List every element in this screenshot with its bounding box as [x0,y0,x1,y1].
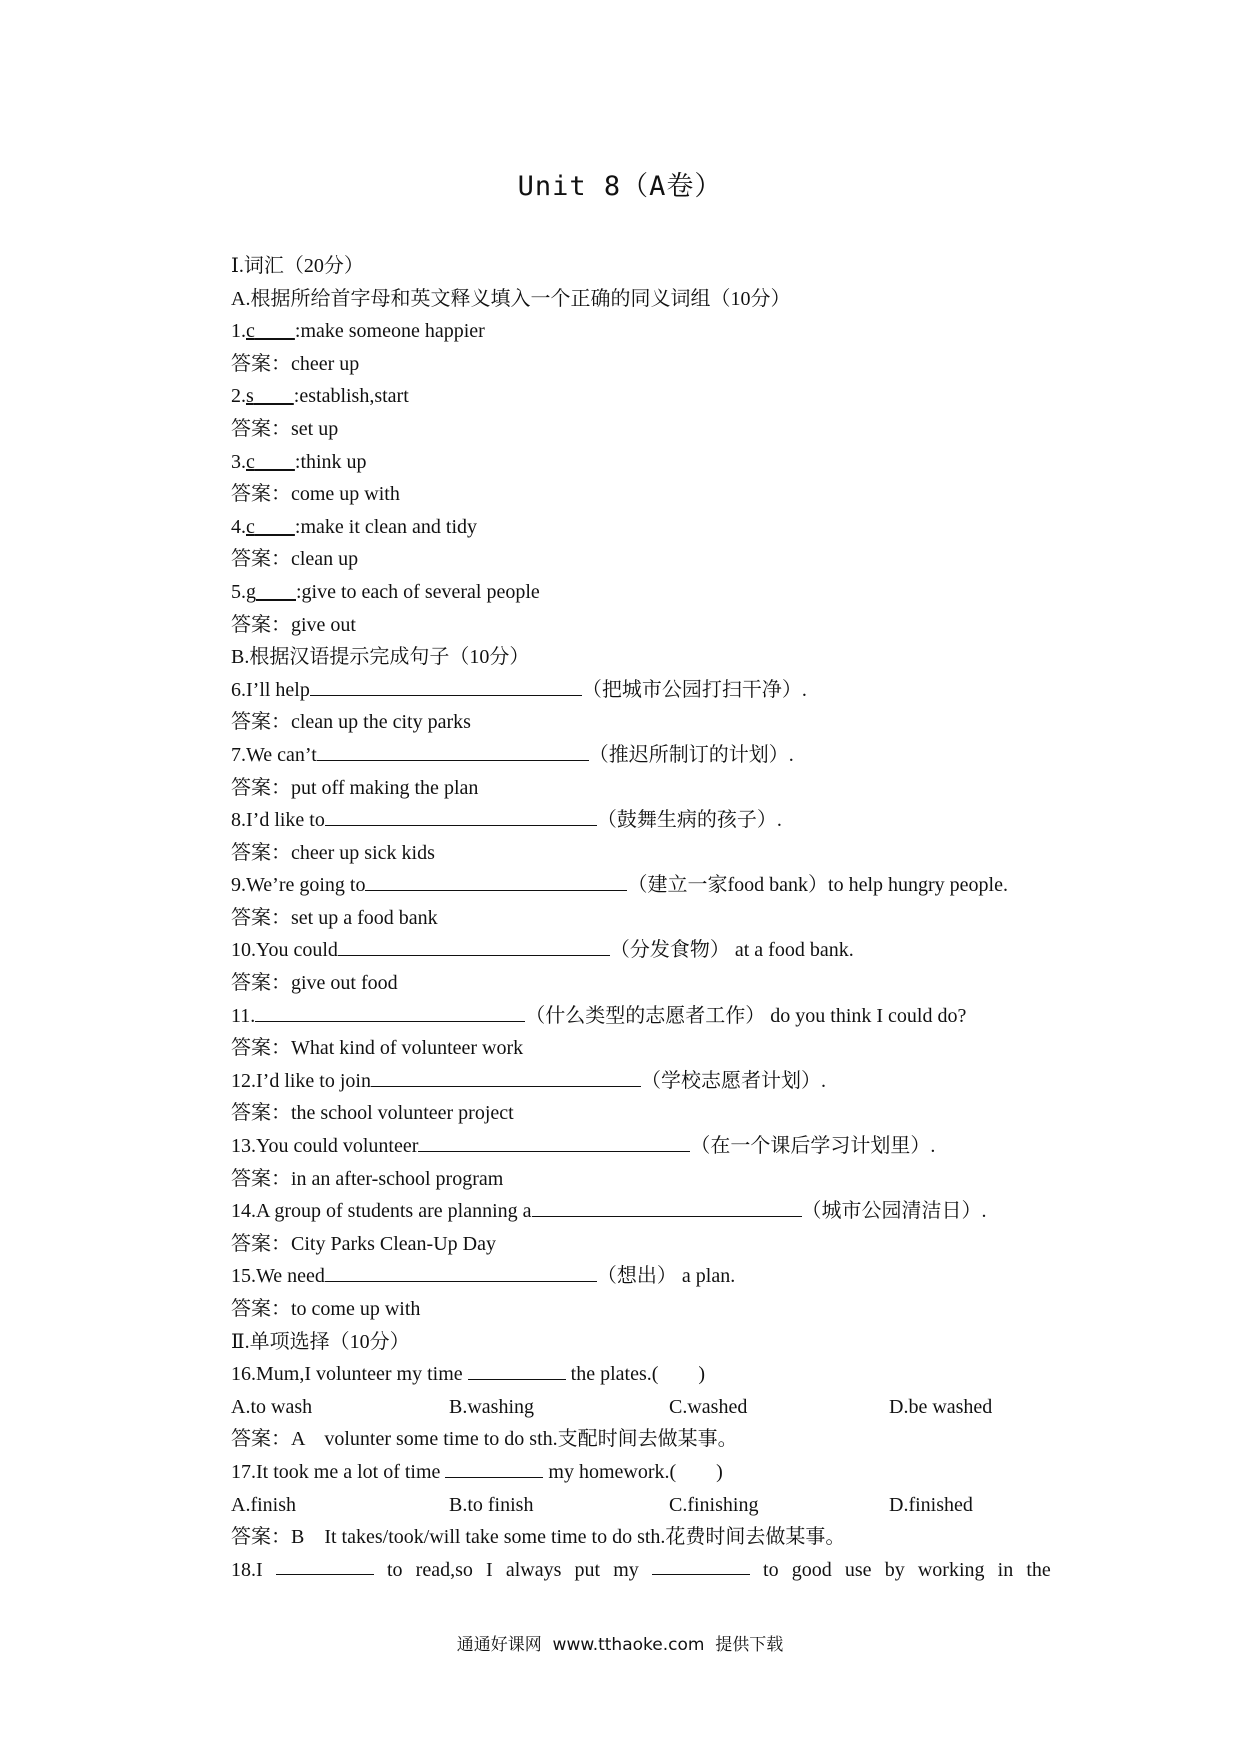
mc-question-18: 18.I to read,so I always put my to good use by working in the [231,1554,1051,1587]
option-d: D.finished [889,1493,973,1516]
option-d: D.be washed [889,1395,993,1418]
option-c: C.washed [669,1395,748,1418]
item-number: 5. [231,580,246,603]
answer-blank [317,740,589,761]
answer-line: 答案：give out [231,613,356,636]
part-a-heading: A.根据所给首字母和英文释义填入一个正确的同义词组（10分） [231,287,791,310]
definition: :think up [294,450,367,473]
mc-question: 16.Mum,I volunteer my time the plates.( ) [231,1358,1061,1391]
sentence-item: 9.We’re going to （建立一家food bank）to help hungry people. [231,869,1061,902]
answer-line: 答案：put off making the plan [231,776,479,799]
answer-blank [325,1261,597,1282]
option-a: A.finish [231,1493,296,1516]
sentence-item: 15.We need （想出） a plan. [231,1260,1061,1293]
answer-blank [418,1131,690,1152]
answer-line: 答案：the school volunteer project [231,1102,514,1125]
answer-blank [325,805,597,826]
chinese-hint: （把城市公园打扫干净）. [581,678,807,701]
chinese-hint: （想出） [596,1265,677,1288]
chinese-hint: （鼓舞生病的孩子）. [596,809,782,832]
option-c: C.finishing [669,1493,759,1516]
vocab-item [231,511,1061,544]
answer-blank [532,1196,802,1217]
page-title: Unit 8（A卷） [517,171,723,202]
answer-line: 答案：B It takes/took/will take some time to do sth.花费时间去做某事。 [231,1526,846,1549]
answer-line: 答案：A volunter some time to do sth.支配时间去做某事。 [231,1428,738,1451]
answer-line: 答案：in an after-school program [231,1167,504,1190]
answer-line: 答案：clean up [231,548,359,571]
option-a: A.to wash [231,1395,313,1418]
answer-line: 答案：to come up with [231,1298,421,1320]
document-body [231,250,1061,1586]
initial-letter-blank: s [246,385,254,408]
chinese-hint: （在一个课后学习计划里）. [690,1135,936,1158]
item-number: 3. [231,450,246,473]
definition: :give to each of several people [296,580,540,603]
definition: :make someone happier [294,320,485,343]
option-b: B.washing [449,1395,534,1418]
sentence-item: 12.I’d like to join （学校志愿者计划）. [231,1065,1061,1098]
chinese-hint: （城市公园清洁日）. [801,1200,987,1223]
vocab-item [231,576,1061,609]
item-number: 1. [231,320,246,343]
answer-line: 答案：City Parks Clean-Up Day [231,1232,496,1255]
answer-blank [310,675,582,696]
answer-blank [652,1554,750,1575]
initial-letter-blank: c [246,450,255,473]
chinese-hint: （推迟所制订的计划）. [588,743,794,766]
sentence-item: 13.You could volunteer （在一个课后学习计划里）. [231,1130,1061,1163]
sentence-item: 8.I’d like to （鼓舞生病的孩子）. [231,804,1061,837]
item-number: 2. [231,385,246,408]
answer-blank [338,935,610,956]
answer-line: 答案：set up [231,417,339,440]
initial-letter-blank: c [246,320,255,343]
sentence-item: 11. （什么类型的志愿者工作） do you think I could do? [231,1000,1061,1033]
mc-options [231,1391,1061,1424]
mc-options [231,1489,1061,1522]
part-b-heading: B.根据汉语提示完成句子（10分） [231,646,530,669]
answer-line: 答案：cheer up [231,352,360,375]
mc-question: 17.It took me a lot of time my homework.( ) [231,1456,1061,1489]
answer-blank [276,1554,374,1575]
answer-line: 答案：give out food [231,972,398,995]
vocab-item [231,380,1061,413]
answer-line: 答案：cheer up sick kids [231,841,435,864]
definition: :establish,start [293,385,409,408]
answer-blank [468,1359,566,1380]
section1-heading: Ⅰ.词汇（20分） [231,255,364,277]
chinese-hint: （什么类型的志愿者工作） [525,1004,766,1027]
page-footer: 通通好课网 www.tthaoke.com 提供下载 [456,1635,784,1655]
sentence-item: 7.We can’t （推迟所制订的计划）. [231,739,1061,772]
answer-line: 答案：clean up the city parks [231,711,471,734]
answer-line: 答案：What kind of volunteer work [231,1037,524,1060]
answer-line: 答案：come up with [231,483,400,506]
section2-heading: Ⅱ.单项选择（10分） [231,1330,410,1353]
chinese-hint: （建立一家food bank） [627,874,829,897]
sentence-item: 14.A group of students are planning a （城市公园清洁日）. [231,1195,1061,1228]
answer-blank [255,1001,525,1022]
answer-blank [365,870,627,891]
definition: :make it clean and tidy [294,515,478,538]
vocab-item [231,446,1061,479]
initial-letter-blank: c [246,515,255,538]
sentence-item: 10.You could （分发食物） at a food bank. [231,934,1061,967]
answer-line: 答案：set up a food bank [231,906,438,929]
answer-blank [371,1066,641,1087]
initial-letter-blank: g [246,580,256,603]
vocab-item [231,315,1061,348]
chinese-hint: （分发食物） [609,939,730,962]
option-b: B.to finish [449,1493,534,1516]
sentence-item: 6.I’ll help （把城市公园打扫干净）. [231,674,1061,707]
chinese-hint: （学校志愿者计划）. [640,1069,826,1092]
answer-blank [445,1457,543,1478]
item-number: 4. [231,515,246,538]
